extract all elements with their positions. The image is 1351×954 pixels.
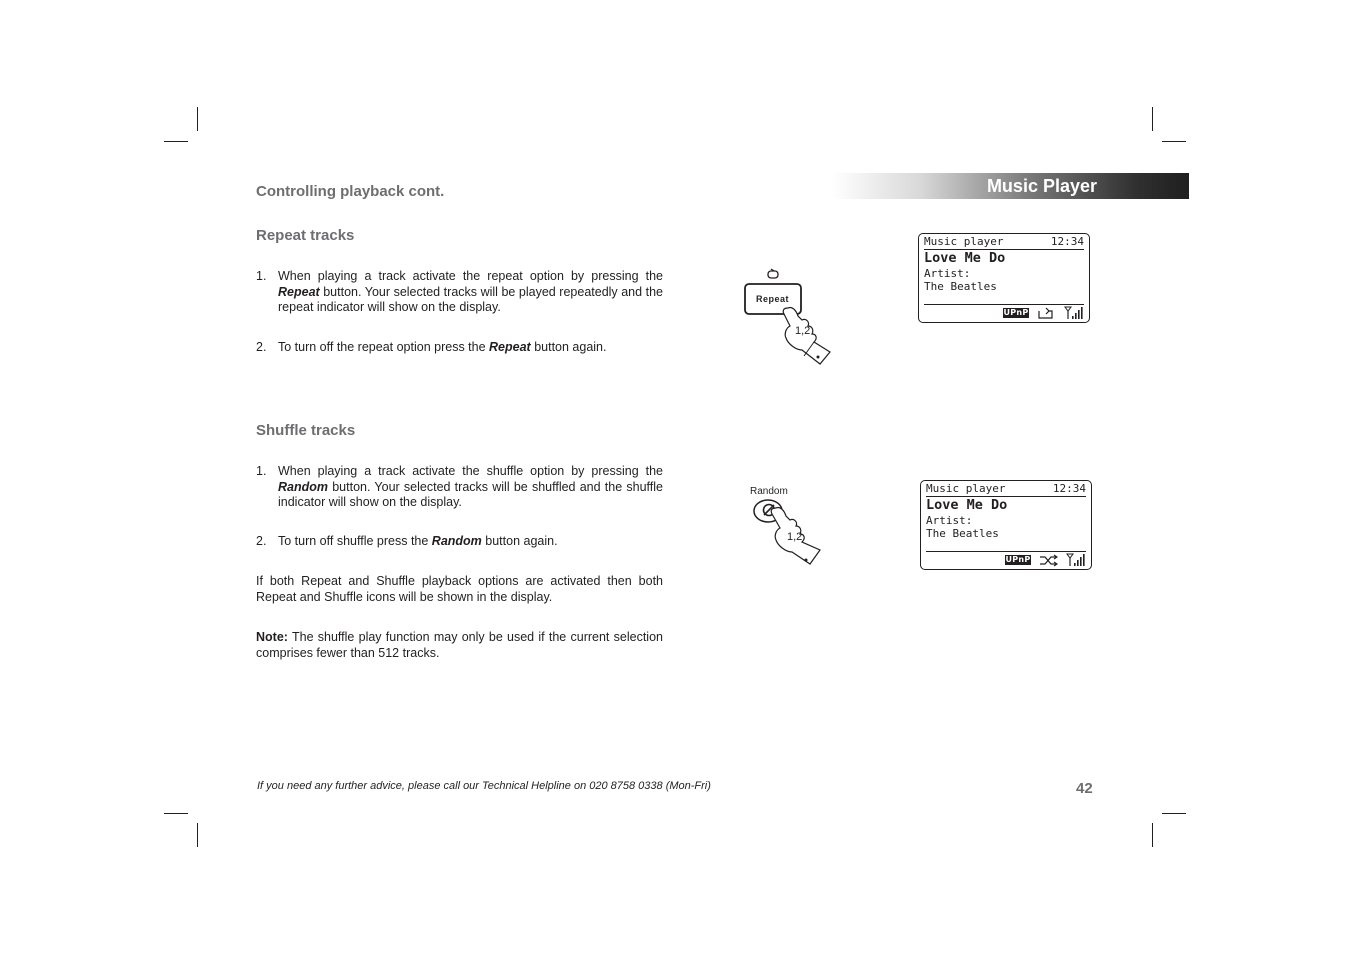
step-number: 2. [256,534,267,548]
crop-mark [1152,107,1153,131]
display-title: Music player [926,482,1006,495]
repeat-icon [768,269,778,278]
shuffle-heading: Shuffle tracks [256,422,356,439]
crop-mark [197,107,198,131]
artist-name: The Beatles [924,280,997,293]
shuffle-step-2: To turn off shuffle press the Random button again. [278,534,558,548]
repeat-step-1: When playing a track activate the repeat option by pressing the Repeat button. Your selected tracks will be played repeatedly and the repeat indicator will show on the display. [278,269,663,314]
section-heading: Controlling playback cont. [256,183,445,200]
crop-mark [164,141,188,142]
crop-mark [164,813,188,814]
artist-label: Artist: [924,267,971,280]
upnp-badge: UPnP [1003,308,1029,317]
helpline-footer: If you need any further advice, please call our Technical Helpline on 020 8758 0338 (Mon-Fri) [257,780,711,792]
signal-strength-icon [1064,306,1084,320]
note-paragraph: Note: The shuffle play function may only be used if the current selection comprises fewer than 512 tracks. [256,630,663,660]
chapter-title: Music Player [986,176,1097,196]
step-marker: 1,2 [787,531,803,543]
crop-mark [197,823,198,847]
signal-strength-icon [1066,553,1086,567]
random-button-label: Random [750,486,788,497]
display-time: 12:34 [1050,235,1084,248]
both-options-note: If both Repeat and Shuffle playback options are activated then both Repeat and Shuffle icons will be shown in the display. [256,574,663,604]
repeat-step-2: To turn off the repeat option press the Repeat button again. [278,340,607,354]
display-time: 12:34 [1052,482,1086,495]
crop-mark [1162,813,1186,814]
lcd-display-shuffle [920,480,1092,570]
artist-label: Artist: [926,514,973,527]
repeat-heading: Repeat tracks [256,227,355,244]
track-name: Love Me Do [924,250,1006,266]
lcd-display-repeat [918,233,1090,323]
track-name: Love Me Do [926,497,1008,513]
repeat-button-illustration [740,266,840,366]
shuffle-icon [1039,554,1059,567]
chapter-banner [832,173,1189,199]
step-number: 1. [256,464,267,478]
page-number: 42 [1076,780,1093,797]
crop-mark [1152,823,1153,847]
upnp-badge: UPnP [1005,555,1031,564]
artist-name: The Beatles [926,527,999,540]
step-number: 1. [256,269,267,283]
step-number: 2. [256,340,267,354]
step-marker: 1,2 [795,325,811,337]
repeat-button-label: Repeat [756,294,790,304]
crop-mark [1162,141,1186,142]
display-title: Music player [924,235,1004,248]
shuffle-step-1: When playing a track activate the shuffle option by pressing the Random button. Your selected tracks will be shuffled and the shuffle indicator will show on the display. [278,464,663,509]
repeat-icon [1037,307,1055,320]
